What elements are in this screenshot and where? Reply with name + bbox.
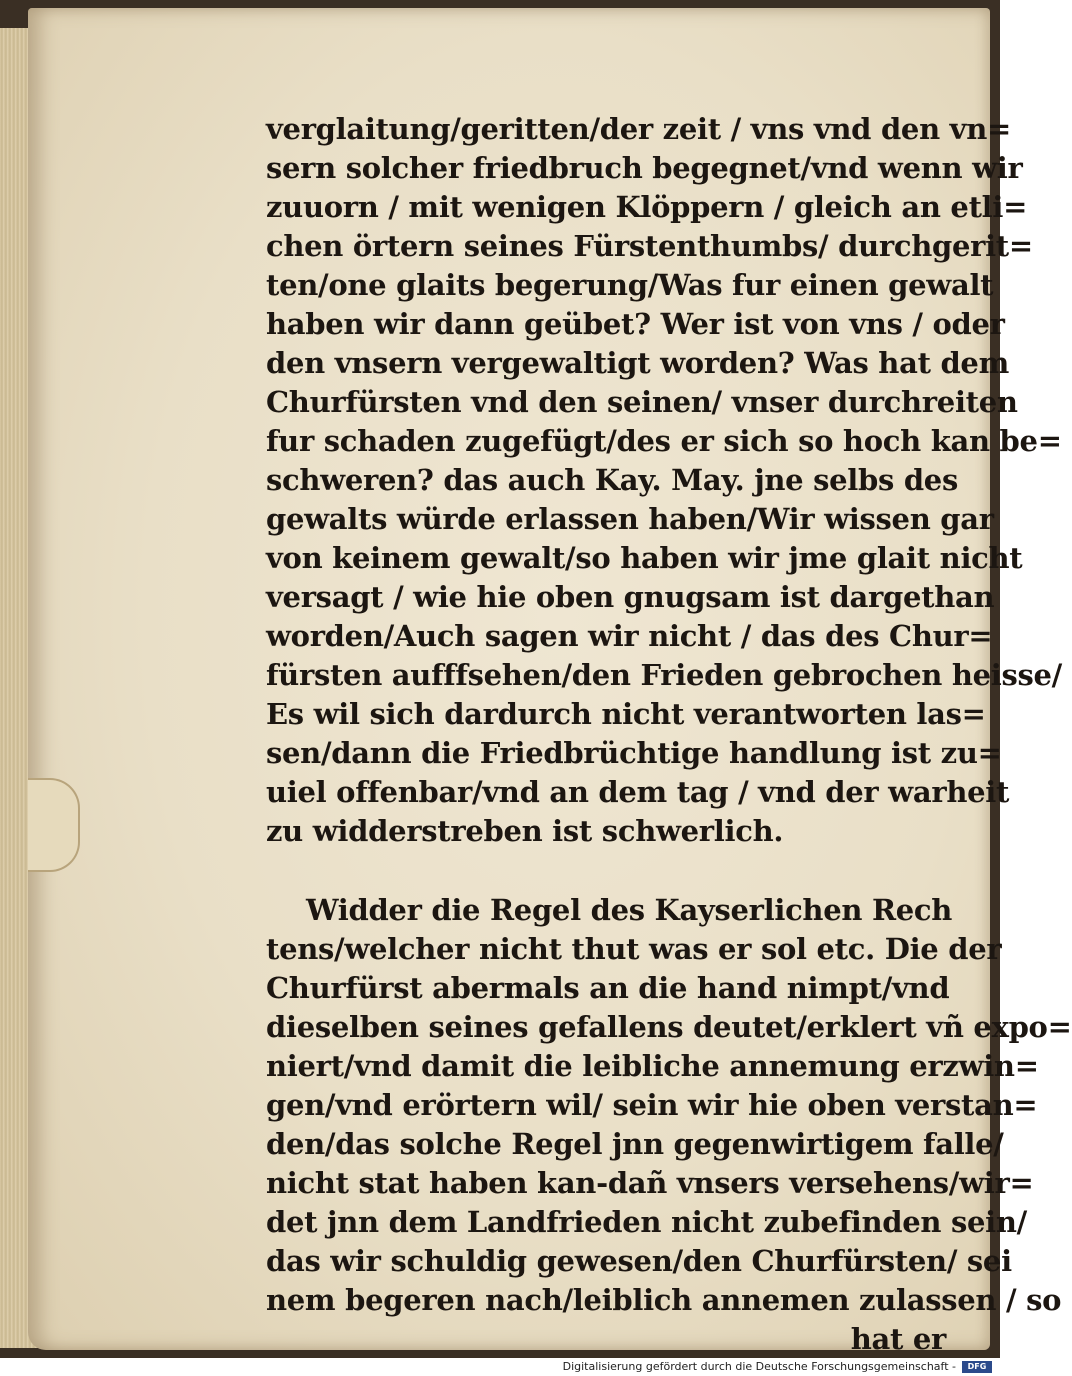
text-line: worden/Auch sagen wir nicht / das des Chur= [266, 619, 993, 653]
text-line: tens/welcher nicht thut was er sol etc. Die der [266, 932, 1002, 966]
paragraph-2 [266, 891, 1072, 1320]
text-line: fürsten aufffsehen/den Frieden gebrochen heisse/ [266, 658, 1062, 692]
text-line: schweren? das auch Kay. May. jne selbs des [266, 463, 958, 497]
text-line: gen/vnd erörtern wil/ sein wir hie oben verstan= [266, 1088, 1038, 1122]
text-line: Es wil sich dardurch nicht verantworten las= [266, 697, 986, 731]
attribution-bar [0, 1358, 1000, 1376]
dfg-logo: DFG [962, 1361, 992, 1373]
text-line: gewalts würde erlassen haben/Wir wissen gar [266, 502, 994, 536]
text-line: uiel offenbar/vnd an dem tag / vnd der warheit [266, 775, 1010, 809]
text-line: det jnn dem Landfrieden nicht zubefinden sein/ [266, 1205, 1027, 1239]
text-line: Churfürst abermals an die hand nimpt/vnd [266, 971, 950, 1005]
text-line: nicht stat haben kan-dañ vnsers versehens/wir= [266, 1166, 1034, 1200]
text-line: haben wir dann geübet? Wer ist von vns / oder [266, 307, 1005, 341]
text-line: ten/one glaits begerung/Was fur einen gewalt [266, 268, 994, 302]
funding-credit: Digitalisierung gefördert durch die Deutsche Forschungsgemeinschaft - [562, 1360, 956, 1373]
text-line: niert/vnd damit die leibliche annemung erzwin= [266, 1049, 1039, 1083]
catchword: hat er [850, 1322, 946, 1356]
text-line: den vnsern vergewaltigt worden? Was hat dem [266, 346, 1009, 380]
text-line: das wir schuldig gewesen/den Churfürsten/ sei [266, 1244, 1012, 1278]
text-line: chen örtern seines Fürstenthumbs/ durchgerit= [266, 229, 1033, 263]
text-line: versagt / wie hie oben gnugsam ist dargethan [266, 580, 995, 614]
book-clasp [28, 778, 80, 872]
text-line: Churfürsten vnd den seinen/ vnser durchreiten [266, 385, 1018, 419]
text-line: von keinem gewalt/so haben wir jme glait nicht [266, 541, 1023, 575]
text-line: sern solcher friedbruch begegnet/vnd wenn wir [266, 151, 1023, 185]
page-text [266, 110, 1072, 1359]
text-line: nem begeren nach/leiblich annemen zulassen / so [266, 1283, 1062, 1317]
text-line: verglaitung/geritten/der zeit / vns vnd den vn= [266, 112, 1011, 146]
text-line: fur schaden zugefügt/des er sich so hoch kan be= [266, 424, 1062, 458]
text-line: sen/dann die Friedbrüchtige handlung ist zu= [266, 736, 1002, 770]
text-line: Widder die Regel des Kayserlichen Rech [306, 893, 953, 927]
text-line: zu widderstreben ist schwerlich. [266, 814, 784, 848]
paragraph-gap [266, 851, 946, 891]
text-line: dieselben seines gefallens deutet/erklert vñ expo= [266, 1010, 1072, 1044]
paragraph-1 [266, 110, 1062, 851]
text-line: den/das solche Regel jnn gegenwirtigem falle/ [266, 1127, 1004, 1161]
text-line: zuuorn / mit wenigen Klöppern / gleich an etli= [266, 190, 1028, 224]
